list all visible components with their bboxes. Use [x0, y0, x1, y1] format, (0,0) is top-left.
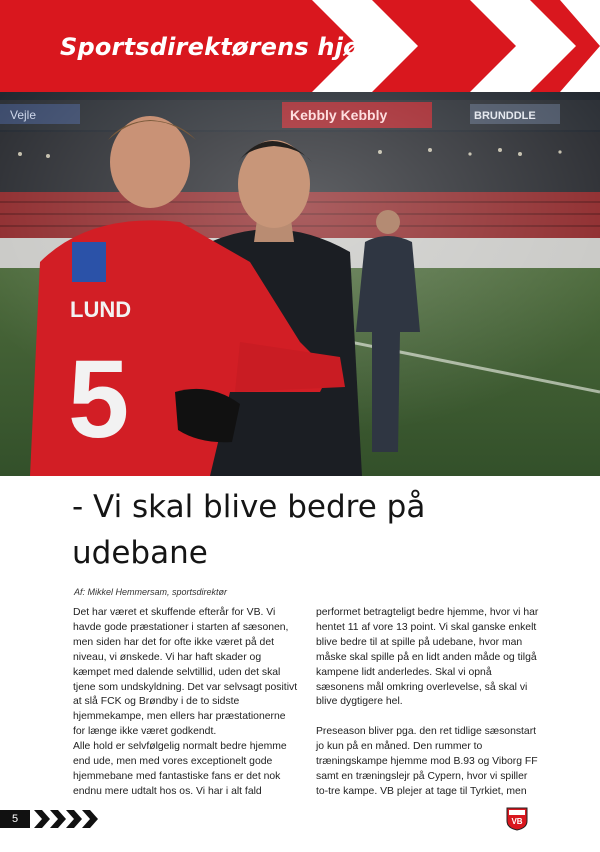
- stadium-scene: [0, 92, 600, 476]
- shirt-number: 5: [68, 338, 130, 461]
- crest-text: VB: [511, 817, 523, 826]
- page-number: 5: [11, 813, 19, 825]
- article-byline: Af: Mikkel Hemmersam, sportsdirektør: [74, 587, 228, 597]
- column-1-text: Det har været et skuffende efterår for VB. Vi havde gode præstationer i starten af sæsonen, men siden har det for ofte ikke været på det niveau, vi ønskede. Vi har haft skader og kæmpet med dalende selvtillid, uden det skal tjene som undskyldning. Det var selvsagt positivt at slå FCK og Brøndby i de to sidste hjemmekampe, men ellers har præstationerne for længe ikke været godkendt. Alle hold er selvfølgelig normalt bedre hjemme end ude, men med vores exceptionelt gode hjemmebane med fantastiske fans er det nok endnu mere udtalt hos os. Vi har i alt fald: [73, 607, 298, 797]
- article-column-2: [316, 606, 542, 815]
- column-2-paragraph-1: performet betragteligt bedre hjemme, hvor vi har hentet 11 af vore 13 point. Vi skal ganske enkelt blive bedre til at spille på udebane, hvor man måske skal spille på en lidt anden måde og tilgå kampene lidt anderledes. Skal vi opnå sæsonens mål omkring overlevelse, så skal vi blive dygtigere hel.: [316, 607, 539, 708]
- column-2-paragraph-2: Preseason bliver pga. den ret tidlige sæsonstart jo kun på en måned. Den rummer to træningskampe hjemme mod B.93 og Viborg FF samt en træningslejr på Cypern, hvor vi spiller to-tre kampe. VB plejer at tage til Tyrkiet, men: [316, 726, 538, 797]
- article-headline: - Vi skal blive bedre på udebane: [72, 489, 426, 571]
- club-crest-icon: [506, 807, 528, 831]
- article-photo: [0, 92, 600, 476]
- section-header: [0, 0, 600, 92]
- section-title: Sportsdirektørens hjørne: [60, 33, 406, 61]
- shirt-name: LUND: [70, 297, 132, 322]
- arrows-icon: [34, 810, 98, 828]
- article-column-1: [73, 606, 299, 815]
